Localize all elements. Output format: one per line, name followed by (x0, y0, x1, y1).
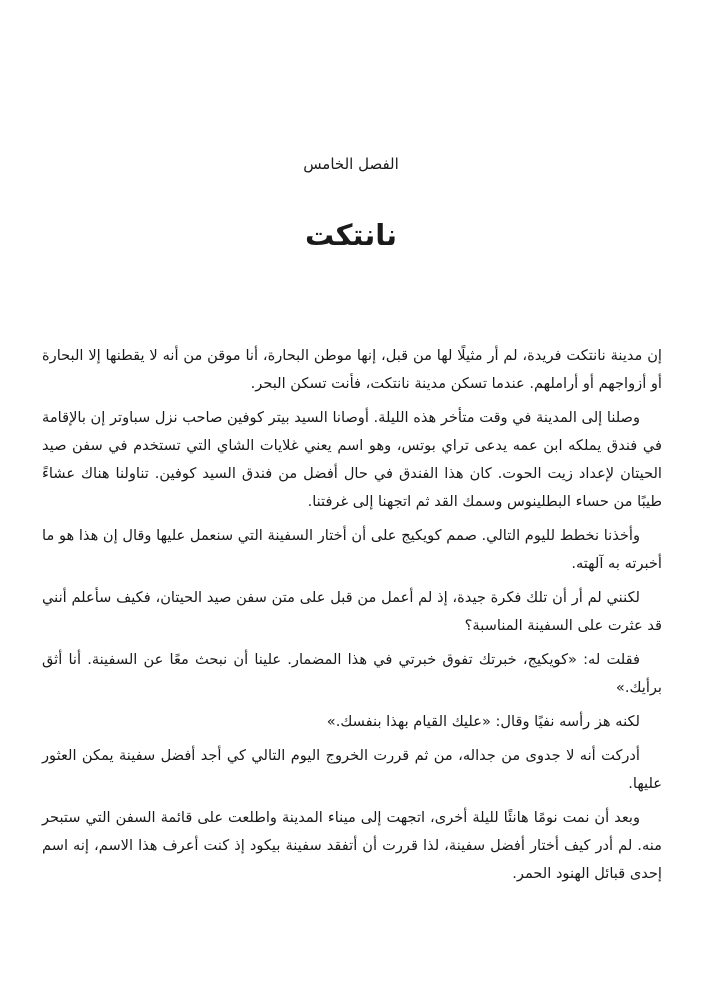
paragraph: إن مدينة نانتكت فريدة، لم أر مثيلًا لها من قبل، إنها موطن البحارة، أنا موقن من أنه لا يقطنها إلا البحارة أو أزواجهم أو أراملهم. عندما تسكن مدينة نانتكت، فأنت تسكن البحر. (42, 347, 662, 392)
paragraph: لكنه هز رأسه نفيًا وقال: «عليك القيام بهذا بنفسك.» (326, 713, 640, 730)
paragraph: لكنني لم أر أن تلك فكرة جيدة، إذ لم أعمل من قبل على متن سفن صيد الحيتان، فكيف سأعلم أنني قد عثرت على السفينة المناسبة؟ (42, 589, 662, 634)
paragraph: وصلنا إلى المدينة في وقت متأخر هذه الليلة. أوصانا السيد بيتر كوفين صاحب نزل سباوتر إن بالإقامة في فندق يملكه ابن عمه يدعى تراي بوتس، وهو اسم يعني غلايات الشاي التي تستخدم في سفن صيد الحيتان لإعداد زيت الحوت. كان هذا الفندق في حال أفضل من فندق السيد كوفين. تناولنا هناك عشاءً طيبًا من حساء البطلينوس وسمك القد ثم اتجهنا إلى غرفتنا. (42, 409, 662, 510)
paragraph: فقلت له: «كويكيج، خبرتك تفوق خبرتي في هذا المضمار. علينا أن نبحث معًا عن السفينة. أنا أثق برأيك.» (42, 651, 662, 696)
chapter-title: نانتكت (304, 218, 398, 252)
paragraph: وأخذنا نخطط لليوم التالي. صمم كويكيج على أن أختار السفينة التي سنعمل عليها وقال إن هذا هو ما أخبرته به آلهته. (42, 527, 662, 572)
chapter-label: الفصل الخامس (303, 155, 399, 173)
paragraph: وبعد أن نمت نومًا هانئًا لليلة أخرى، اتجهت إلى ميناء المدينة واطلعت على قائمة السفن التي ستبحر منه. لم أدر كيف أختار أفضل سفينة، لذا قررت أن أتفقد سفينة بيكود إذ كنت أعرف هذا الاسم، إنه اسم إحدى قبائل الهنود الحمر. (42, 809, 662, 882)
chapter-body (42, 342, 662, 894)
paragraph: أدركت أنه لا جدوى من جداله، من ثم قررت الخروج اليوم التالي كي أجد أفضل سفينة يمكن العثور عليها. (42, 747, 662, 792)
